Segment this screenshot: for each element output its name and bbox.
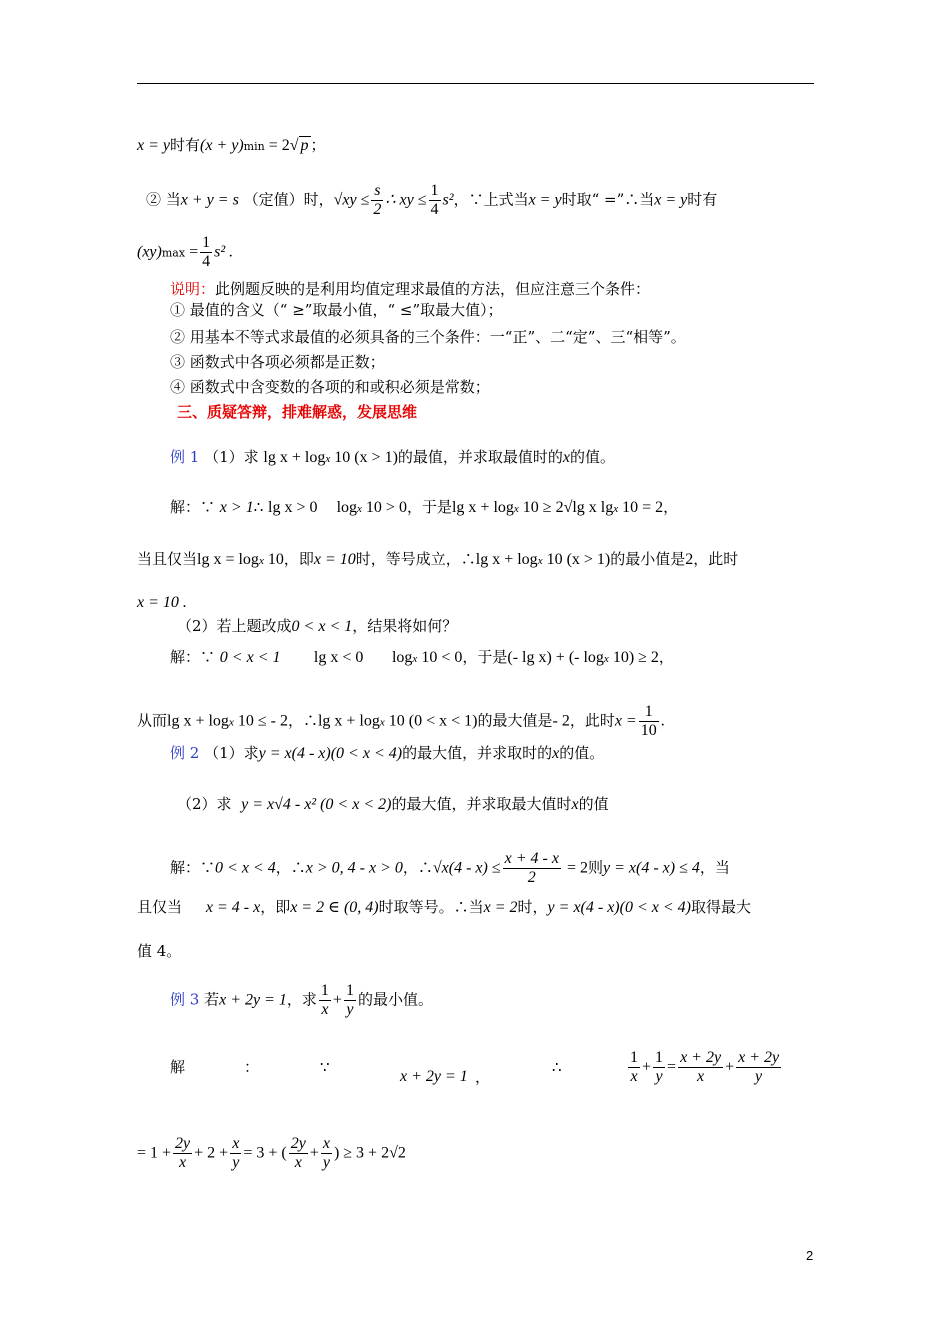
note-item: ③ 函数式中各项必须都是正数； <box>170 353 385 371</box>
subscript: x <box>537 555 543 567</box>
math: = 2√ <box>264 137 299 154</box>
math: 2 <box>685 551 694 568</box>
math: (xy) <box>137 243 162 261</box>
note-item: ② 用基本不等式求最值的必须具备的三个条件：一“正”、二“定”、三“相等”。 <box>170 328 686 346</box>
text: 当且仅当 <box>137 550 198 568</box>
math: lg x = log <box>197 551 259 568</box>
text: ，∴ <box>402 858 433 877</box>
fraction: $\frac{x}{y}$ <box>232 1135 240 1171</box>
math: y = x(4 - x) ≤ 4 <box>603 859 700 877</box>
text: 的最值，并求取最值时的 <box>397 448 563 466</box>
math: lg x + log <box>167 712 229 730</box>
fraction: $\frac{x + 2y}{x}$ <box>680 1049 722 1085</box>
math: 10 <box>263 551 284 568</box>
text: ，当 <box>699 858 730 877</box>
subscript: x <box>228 716 234 729</box>
math: lg x < 0 <box>313 649 364 666</box>
subscript: x <box>258 555 264 567</box>
text: 时有 <box>687 190 718 209</box>
math: y = x√4 - x² (0 < x < 2) <box>241 796 392 813</box>
solution-line <box>170 496 678 520</box>
subscript: x <box>412 653 418 665</box>
math: x = y <box>528 191 562 209</box>
math: x = 10 <box>313 551 356 568</box>
math: = 3 + ( <box>243 1144 287 1162</box>
text: 则 <box>587 858 603 877</box>
math: (- lg x) + (- log <box>507 649 604 666</box>
text: 时取“ =”∴当 <box>561 190 655 209</box>
text: ，即 <box>283 550 314 568</box>
math: √xy ≤ <box>333 191 370 209</box>
fraction: $\frac{x + 2y}{y}$ <box>738 1049 780 1085</box>
text: ∵ <box>320 1058 330 1076</box>
text: 解：∵ <box>170 498 216 516</box>
math: 10) ≥ 2 <box>608 649 659 666</box>
math: 0 < x < 1 <box>219 649 281 666</box>
text-line <box>137 234 233 271</box>
math: 10 ≥ 2√lg x lg <box>518 499 614 516</box>
solution-line <box>170 850 730 887</box>
text: 解 <box>170 1058 186 1076</box>
math: x = 2 <box>483 899 518 916</box>
fraction: $\frac{1}{10}$ <box>640 703 657 739</box>
math: x <box>552 745 560 762</box>
text: ，此时 <box>693 550 739 568</box>
text: （1）求 <box>199 448 259 466</box>
math: + <box>332 991 342 1009</box>
fraction: $\frac{s}{2}$ <box>373 182 382 218</box>
math: . <box>660 712 665 730</box>
math: 10 (x > 1) <box>542 551 611 568</box>
math-line: x = 10 . <box>137 594 187 611</box>
fraction: $\frac{2y}{x}$ <box>175 1135 191 1171</box>
subscript: x <box>325 453 331 465</box>
subscript: min <box>243 140 265 153</box>
math: s² <box>442 191 454 209</box>
fraction: $\frac{1}{x}$ <box>320 982 329 1018</box>
math: y = x(4 - x)(0 < x < 4) <box>547 899 691 916</box>
text: ，即 <box>260 898 291 916</box>
text: ，结果将如何？ <box>352 617 458 635</box>
text: （定值）时， <box>238 190 334 209</box>
math: x = y <box>137 137 170 154</box>
subscript: max <box>161 246 186 260</box>
text: ，∴ <box>287 711 318 730</box>
text: ，∴ <box>275 858 306 877</box>
solution-line <box>137 548 738 572</box>
text: （1）求 <box>199 744 259 762</box>
text: 的最小值是 <box>610 550 686 568</box>
math: lg x > 0 <box>268 499 318 516</box>
math: 0 < x < 4 <box>215 859 276 877</box>
math: 10 < 0 <box>417 649 463 666</box>
math: log <box>336 499 358 516</box>
math: + <box>725 1058 735 1076</box>
math: (x + y) <box>200 137 244 154</box>
text: ： <box>244 1058 260 1076</box>
math: = <box>667 1058 677 1076</box>
example-line <box>177 793 609 816</box>
text: 时有 <box>170 136 201 154</box>
text: 的值。 <box>570 448 616 466</box>
math: p <box>300 137 309 154</box>
math: = 2 <box>562 859 588 877</box>
fraction: $\frac{2y}{x}$ <box>290 1135 306 1171</box>
subscript: x <box>613 503 619 515</box>
math: - 2 <box>552 712 570 730</box>
text: 的值。 <box>559 744 605 762</box>
math: x = 2 ∈ (0, 4) <box>290 899 379 916</box>
subscript: x <box>379 716 385 729</box>
text: ，于是 <box>462 648 508 666</box>
solution-line <box>137 1135 406 1172</box>
question-line <box>177 615 457 638</box>
math: 10 > 0 <box>361 499 407 516</box>
math: lg x + log <box>317 712 380 730</box>
text-line <box>137 134 326 158</box>
math: 10 (x > 1) <box>330 449 398 466</box>
header-rule <box>137 83 814 84</box>
solution-line <box>137 896 751 919</box>
solution-line <box>170 646 674 670</box>
text: 时，等号成立，∴ <box>355 550 476 568</box>
text: 时， <box>517 898 548 916</box>
math: = 1 + <box>137 1144 172 1162</box>
text: ， <box>475 1068 491 1086</box>
text: ， <box>658 648 674 666</box>
math: lg x + log <box>451 499 514 516</box>
text: ； <box>310 136 326 154</box>
fraction: $\frac{1}{y}$ <box>655 1049 664 1085</box>
math: x > 0, 4 - x > 0 <box>305 859 403 877</box>
subscript: x <box>603 653 609 665</box>
text: 的最小值。 <box>357 990 433 1009</box>
text: 解：∵ <box>170 648 216 666</box>
math: log <box>391 649 413 666</box>
math: x + y = s <box>180 191 239 209</box>
text: 的值 <box>578 795 609 813</box>
text-line: 值 4。 <box>137 942 182 960</box>
math: x = 4 - x <box>205 899 261 916</box>
math: y = x(4 - x)(0 < x < 4) <box>258 745 403 762</box>
text: ，∵上式当 <box>453 190 529 209</box>
math: x + 2y = 1 <box>219 991 287 1009</box>
math: 0 < x < 1 <box>291 618 353 635</box>
math: ∴ xy ≤ <box>385 191 427 209</box>
math: 10 ≤ - 2 <box>233 712 288 730</box>
example-label: 例 3 <box>170 990 200 1009</box>
math: + <box>642 1058 652 1076</box>
math: 10 <box>618 499 639 516</box>
math: x = <box>614 712 637 730</box>
text: ∴ <box>253 498 264 516</box>
math: x <box>571 796 579 813</box>
text: ， <box>663 498 679 516</box>
text: 的最大值，并求取最大值时 <box>391 795 572 813</box>
subscript: x <box>357 503 362 515</box>
example-line <box>170 742 604 765</box>
text: 时取等号。∴当 <box>378 898 484 916</box>
note-item: ④ 函数式中含变数的各项的和或积必须是常数； <box>170 378 490 396</box>
equation <box>626 1049 783 1086</box>
text: 解：∵ <box>170 858 216 877</box>
text: 且仅当 <box>137 898 183 916</box>
math: x <box>562 449 571 466</box>
page-number: 2 <box>806 1248 814 1263</box>
note-label: 说明： <box>170 280 216 298</box>
fraction: $\frac{x}{y}$ <box>322 1135 330 1171</box>
text: ，此时 <box>569 711 615 730</box>
subscript: x <box>513 503 519 515</box>
math: s² . <box>214 243 234 261</box>
math: = 2 <box>638 499 664 516</box>
text: ② 当 <box>146 190 181 209</box>
math: ≤ <box>487 859 501 877</box>
text: ，于是 <box>406 498 452 516</box>
example-label: 例 1 <box>170 448 200 466</box>
math: x = y <box>654 191 688 209</box>
math: √x(4 - x) <box>432 859 488 877</box>
text: （2）求 <box>177 795 232 813</box>
example-line <box>170 982 433 1019</box>
text: 的最大值是 <box>477 711 553 730</box>
fraction: $\frac{1}{4}$ <box>430 182 439 218</box>
text: ，求 <box>286 990 317 1009</box>
math: ) ≥ 3 + 2√2 <box>333 1144 406 1162</box>
solution-line <box>137 703 665 740</box>
text: （2）若上题改成 <box>177 617 292 635</box>
math: = <box>185 243 199 261</box>
math: + <box>309 1144 319 1162</box>
text: ∴ <box>552 1058 562 1076</box>
math: lg x + log <box>263 449 326 466</box>
text: 取得最大 <box>690 898 751 916</box>
math: x > 1 <box>219 499 254 516</box>
example-line <box>170 446 615 470</box>
math: 10 (0 < x < 1) <box>384 712 478 730</box>
text: 若 <box>199 990 220 1009</box>
fraction: $\frac{1}{4}$ <box>202 234 211 270</box>
note-item: ① 最值的含义（“ ≥”取最小值，“ ≤”取最大值）； <box>170 301 503 319</box>
fraction: $\frac{1}{x}$ <box>630 1049 638 1085</box>
text-line <box>146 182 717 219</box>
fraction: $\frac{1}{y}$ <box>345 982 354 1018</box>
example-label: 例 2 <box>170 744 200 762</box>
text: 的最大值，并求取时的 <box>402 744 553 762</box>
text: 从而 <box>137 711 168 730</box>
math: + 2 + <box>194 1144 229 1162</box>
math: lg x + log <box>475 551 538 568</box>
text: 此例题反映的是利用均值定理求最值的方法，但应注意三个条件： <box>215 280 651 298</box>
section-heading: 三、质疑答辩，排难解惑，发展思维 <box>177 403 418 421</box>
fraction: $\frac{x + 4 - x}{2}$ <box>504 850 559 886</box>
math: x + 2y = 1 <box>400 1068 468 1085</box>
note-line <box>170 278 650 300</box>
